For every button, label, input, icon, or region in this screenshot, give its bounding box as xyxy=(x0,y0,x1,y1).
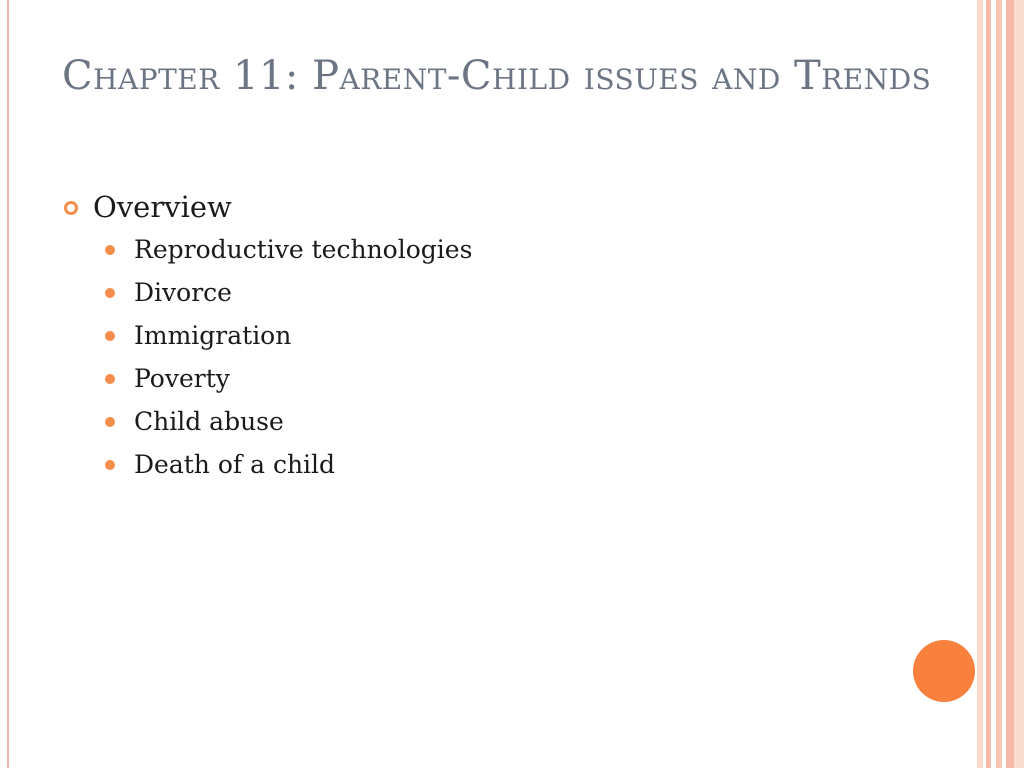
list-item xyxy=(62,314,942,357)
list-item-label: Child abuse xyxy=(134,407,284,436)
list-item xyxy=(62,228,942,271)
list-item xyxy=(62,357,942,400)
dot-bullet-icon xyxy=(105,331,115,341)
list-item-label: Immigration xyxy=(134,321,292,350)
right-border-stripe xyxy=(1006,0,1014,768)
list-item-label: Reproductive technologies xyxy=(134,235,473,264)
outline-list xyxy=(62,228,942,486)
dot-bullet-icon xyxy=(105,417,115,427)
left-border-stripe xyxy=(7,0,9,768)
dot-bullet-icon xyxy=(105,460,115,470)
list-item-label: Poverty xyxy=(134,364,230,393)
slide-content xyxy=(62,186,942,486)
outline-heading: Overview xyxy=(93,190,232,224)
dot-bullet-icon xyxy=(105,245,115,255)
list-item xyxy=(62,271,942,314)
list-item-label: Divorce xyxy=(134,278,232,307)
dot-bullet-icon xyxy=(105,288,115,298)
outline-heading-item xyxy=(62,186,942,228)
ring-bullet-icon xyxy=(64,201,78,215)
list-item xyxy=(62,400,942,443)
decorative-orange-circle xyxy=(913,640,975,702)
list-item-label: Death of a child xyxy=(134,450,336,479)
right-border-stripe xyxy=(1014,0,1024,768)
dot-bullet-icon xyxy=(105,374,115,384)
list-item xyxy=(62,443,942,486)
slide-title: Chapter 11: Parent-Child issues and Trends xyxy=(62,53,932,99)
